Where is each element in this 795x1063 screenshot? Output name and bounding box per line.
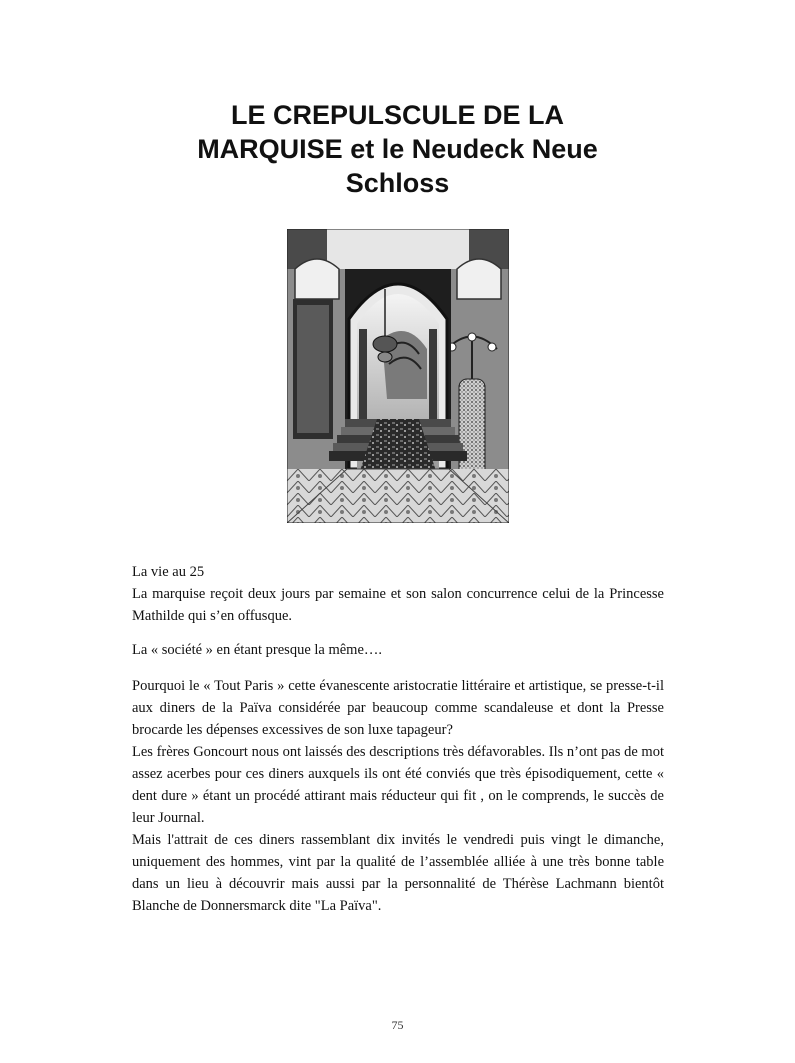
body-text bbox=[132, 561, 664, 917]
title-line-1: LE CREPULSCULE DE LA bbox=[230, 100, 565, 130]
title-line-3: Schloss bbox=[345, 168, 450, 198]
page-number: 75 bbox=[391, 1018, 404, 1032]
paragraph-attrait: Mais l'attrait de ces diners rassemblant dix invités le vendredi puis vingt le dimanche, uniquement des hommes, vint par la qualité de l’assemblée alliée à une très bonne table dans un lieu à découvrir mais aussi par la personnalité de Thérèse Lachmann bientôt Blanche de Donnersmarck dite "La Païva". bbox=[132, 832, 664, 914]
paragraph-societe: La « société » en étant presque la même…. bbox=[132, 642, 383, 658]
paragraph-marquise: La marquise reçoit deux jours par semaine et son salon concurrence celui de la Princesse Mathilde qui s’en offusque. bbox=[132, 586, 664, 624]
paragraph-line-la-vie: La vie au 25 bbox=[132, 564, 205, 580]
interior-hall-photo bbox=[287, 229, 509, 523]
title-line-2: MARQUISE et le Neudeck Neue bbox=[197, 134, 598, 164]
paragraph-goncourt: Les frères Goncourt nous ont laissés des descriptions très défavorables. Ils n’ont pas de mot assez acerbes pour ces diners auxquels ils ont été conviés que très épisodiquement, cette « dent dure » étant un procédé attirant mais réducteur qui fit , on le comprends, le succès de leur Journal. bbox=[132, 744, 664, 826]
page-title bbox=[0, 98, 795, 200]
paragraph-tout-paris: Pourquoi le « Tout Paris » cette évanescente aristocratie littéraire et artistique, se presse-t-il aux diners de la Païva considérée par beaucoup comme scandaleuse et dont la Presse brocarde les dépenses excessives de son luxe tapageur? bbox=[132, 678, 664, 738]
interior-hall-photo-drawing bbox=[287, 229, 509, 523]
